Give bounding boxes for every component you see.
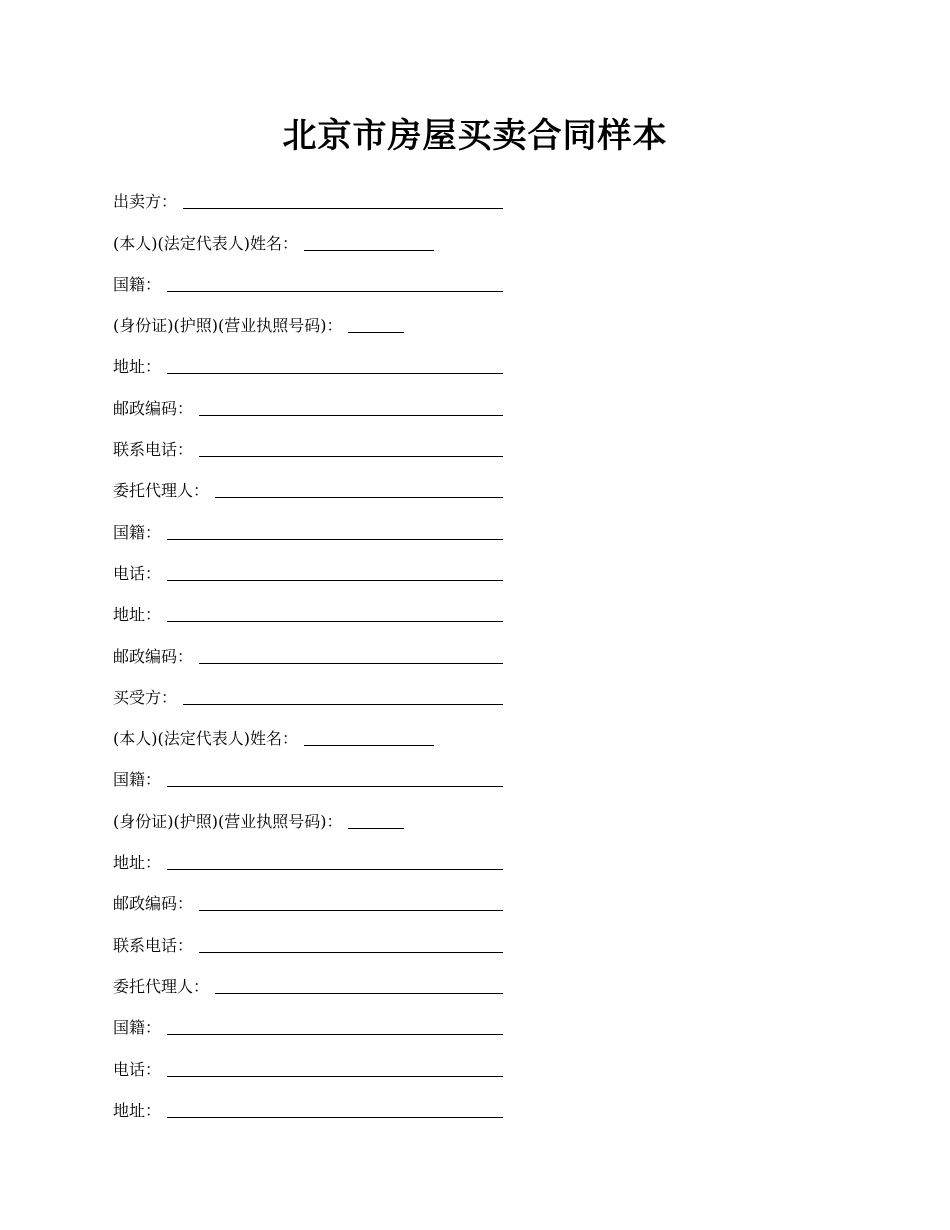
fill-in-blank[interactable] [167, 869, 503, 870]
field-buyer-agent-phone [113, 1045, 513, 1086]
field-seller-address [113, 343, 513, 384]
field-buyer-name [113, 715, 513, 756]
field-seller [113, 178, 513, 219]
field-label: 买受方： [113, 687, 178, 707]
field-label: 联系电话： [113, 935, 194, 955]
field-label: 国籍： [113, 274, 162, 294]
fill-in-blank[interactable] [199, 663, 503, 664]
fill-in-blank[interactable] [348, 828, 404, 829]
fill-in-blank[interactable] [304, 745, 434, 746]
field-seller-name [113, 219, 513, 260]
field-label: 邮政编码： [113, 894, 194, 914]
field-label: 国籍： [113, 522, 162, 542]
field-buyer-id-number [113, 797, 513, 838]
fill-in-blank[interactable] [167, 1117, 503, 1118]
field-buyer-agent [113, 963, 513, 1004]
field-label: 地址： [113, 1100, 162, 1120]
field-label: 电话： [113, 563, 162, 583]
field-seller-agent-nationality [113, 508, 513, 549]
field-label: 委托代理人： [113, 976, 210, 996]
fill-in-blank[interactable] [167, 291, 503, 292]
field-seller-agent-phone [113, 550, 513, 591]
field-buyer-phone [113, 921, 513, 962]
fill-in-blank[interactable] [215, 497, 503, 498]
fill-in-blank[interactable] [167, 1076, 503, 1077]
field-seller-phone [113, 426, 513, 467]
field-label: 地址： [113, 605, 162, 625]
field-label: 电话： [113, 1059, 162, 1079]
field-label: (本人)(法定代表人)姓名： [113, 729, 298, 749]
fill-in-blank[interactable] [199, 456, 503, 457]
form-fields [113, 178, 513, 1128]
fill-in-blank[interactable] [215, 993, 503, 994]
field-seller-agent-address [113, 591, 513, 632]
fill-in-blank[interactable] [167, 373, 503, 374]
fill-in-blank[interactable] [199, 952, 503, 953]
field-seller-id-number [113, 302, 513, 343]
field-label: 委托代理人： [113, 481, 210, 501]
field-label: 国籍： [113, 1018, 162, 1038]
fill-in-blank[interactable] [348, 332, 404, 333]
field-seller-agent [113, 467, 513, 508]
field-label: (本人)(法定代表人)姓名： [113, 233, 298, 253]
document-title: 北京市房屋买卖合同样本 [282, 116, 668, 156]
fill-in-blank[interactable] [167, 539, 503, 540]
field-label: 地址： [113, 357, 162, 377]
fill-in-blank[interactable] [167, 786, 503, 787]
fill-in-blank[interactable] [167, 621, 503, 622]
field-label: 邮政编码： [113, 398, 194, 418]
field-buyer-nationality [113, 756, 513, 797]
field-buyer-agent-address [113, 1087, 513, 1128]
fill-in-blank[interactable] [304, 250, 434, 251]
fill-in-blank[interactable] [199, 415, 503, 416]
fill-in-blank[interactable] [183, 208, 503, 209]
field-seller-nationality [113, 261, 513, 302]
fill-in-blank[interactable] [199, 910, 503, 911]
field-label: 国籍： [113, 770, 162, 790]
field-label: 出卖方： [113, 192, 178, 212]
field-label: (身份证)(护照)(营业执照号码)： [113, 316, 343, 336]
field-buyer-address [113, 839, 513, 880]
fill-in-blank[interactable] [183, 704, 503, 705]
field-label: 地址： [113, 853, 162, 873]
fill-in-blank[interactable] [167, 1034, 503, 1035]
field-buyer-agent-nationality [113, 1004, 513, 1045]
field-label: (身份证)(护照)(营业执照号码)： [113, 811, 343, 831]
field-seller-agent-postcode [113, 632, 513, 673]
field-label: 联系电话： [113, 440, 194, 460]
field-seller-postcode [113, 384, 513, 425]
fill-in-blank[interactable] [167, 580, 503, 581]
field-buyer [113, 674, 513, 715]
field-label: 邮政编码： [113, 646, 194, 666]
field-buyer-postcode [113, 880, 513, 921]
